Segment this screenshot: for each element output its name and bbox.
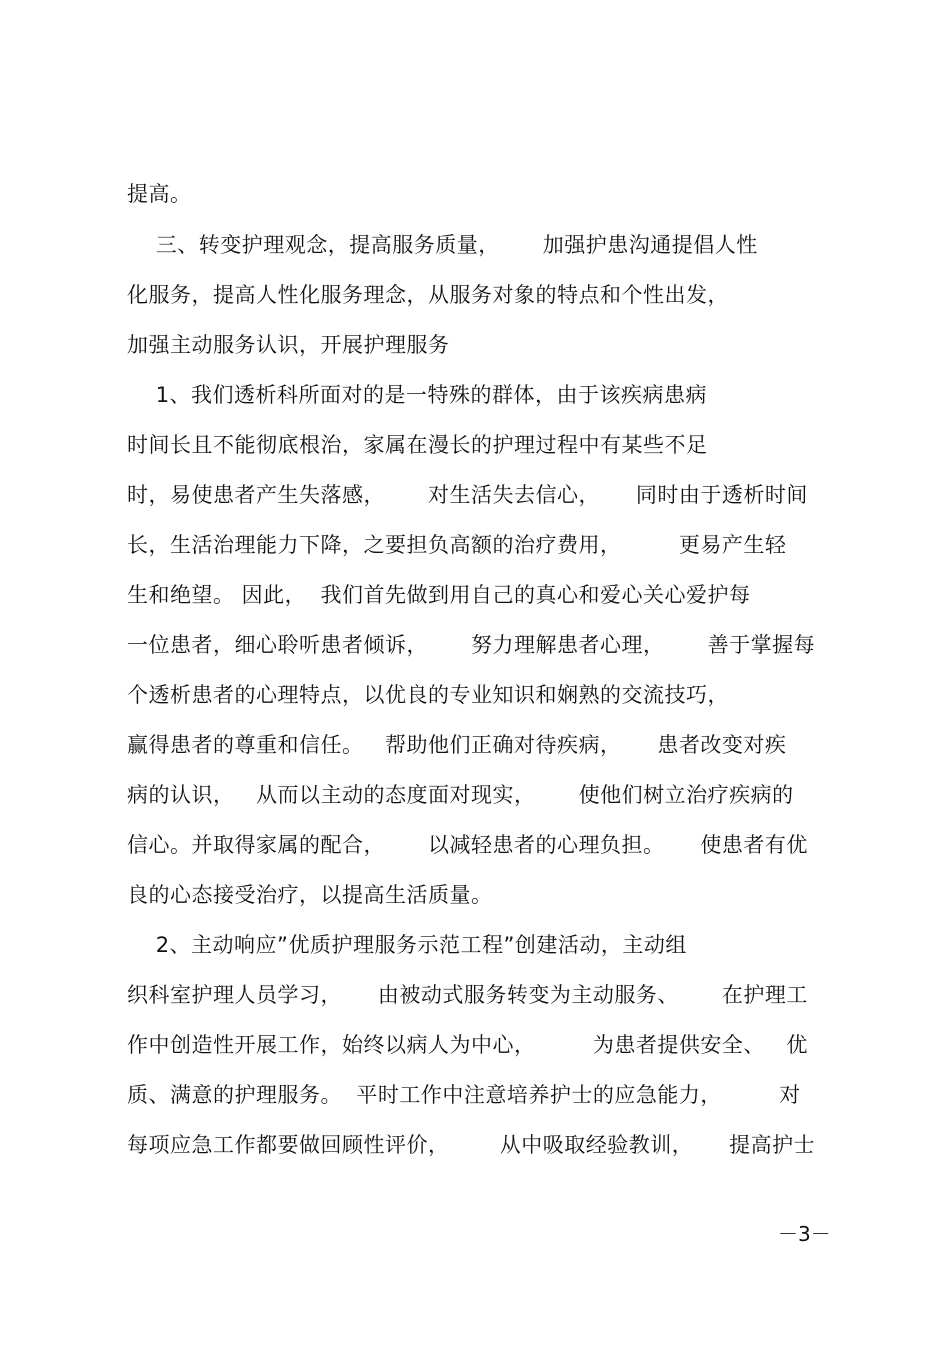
text-line: 赢得患者的尊重和信任。 帮助他们正确对待疾病， 患者改变对疾 bbox=[127, 733, 787, 757]
text-line: 作中创造性开展工作，始终以病人为中心， 为患者提供安全、 优 bbox=[127, 1033, 808, 1057]
text-line: 提高。 bbox=[127, 182, 192, 206]
text-line: 三、转变护理观念，提高服务质量， 加强护患沟通提倡人性 bbox=[127, 233, 758, 257]
text-line: 化服务，提高人性化服务理念，从服务对象的特点和个性出发， bbox=[127, 283, 729, 307]
text-line: 信心。并取得家属的配合， 以减轻患者的心理负担。 使患者有优 bbox=[127, 833, 808, 857]
text-line: 时间长且不能彻底根治，家属在漫长的护理过程中有某些不足 bbox=[127, 433, 708, 457]
text-line: 1、我们透析科所面对的是一特殊的群体，由于该疾病患病 bbox=[127, 383, 708, 407]
text-line: 良的心态接受治疗，以提高生活质量。 bbox=[127, 883, 493, 907]
text-line: 加强主动服务认识，开展护理服务 bbox=[127, 333, 450, 357]
text-line: 生和绝望。 因此， 我们首先做到用自己的真心和爱心关心爱护每 bbox=[127, 583, 751, 607]
text-line: 长，生活治理能力下降，之要担负高额的治疗费用， 更易产生轻 bbox=[127, 533, 787, 557]
text-line: 病的认识， 从而以主动的态度面对现实， 使他们树立治疗疾病的 bbox=[127, 783, 794, 807]
text-line: 一位患者，细心聆听患者倾诉， 努力理解患者心理， 善于掌握每 bbox=[127, 633, 816, 657]
text-line: 2、主动响应”优质护理服务示范工程”创建活动，主动组 bbox=[127, 933, 687, 957]
page-number: －3－ bbox=[778, 1222, 831, 1246]
text-line: 质、满意的护理服务。 平时工作中注意培养护士的应急能力， 对 bbox=[127, 1083, 801, 1107]
text-line: 织科室护理人员学习， 由被动式服务转变为主动服务、 在护理工 bbox=[127, 983, 808, 1007]
text-line: 个透析患者的心理特点，以优良的专业知识和娴熟的交流技巧， bbox=[127, 683, 729, 707]
text-line: 每项应急工作都要做回顾性评价， 从中吸取经验教训， 提高护士 bbox=[127, 1133, 816, 1157]
text-line: 时，易使患者产生失落感， 对生活失去信心， 同时由于透析时间 bbox=[127, 483, 808, 507]
